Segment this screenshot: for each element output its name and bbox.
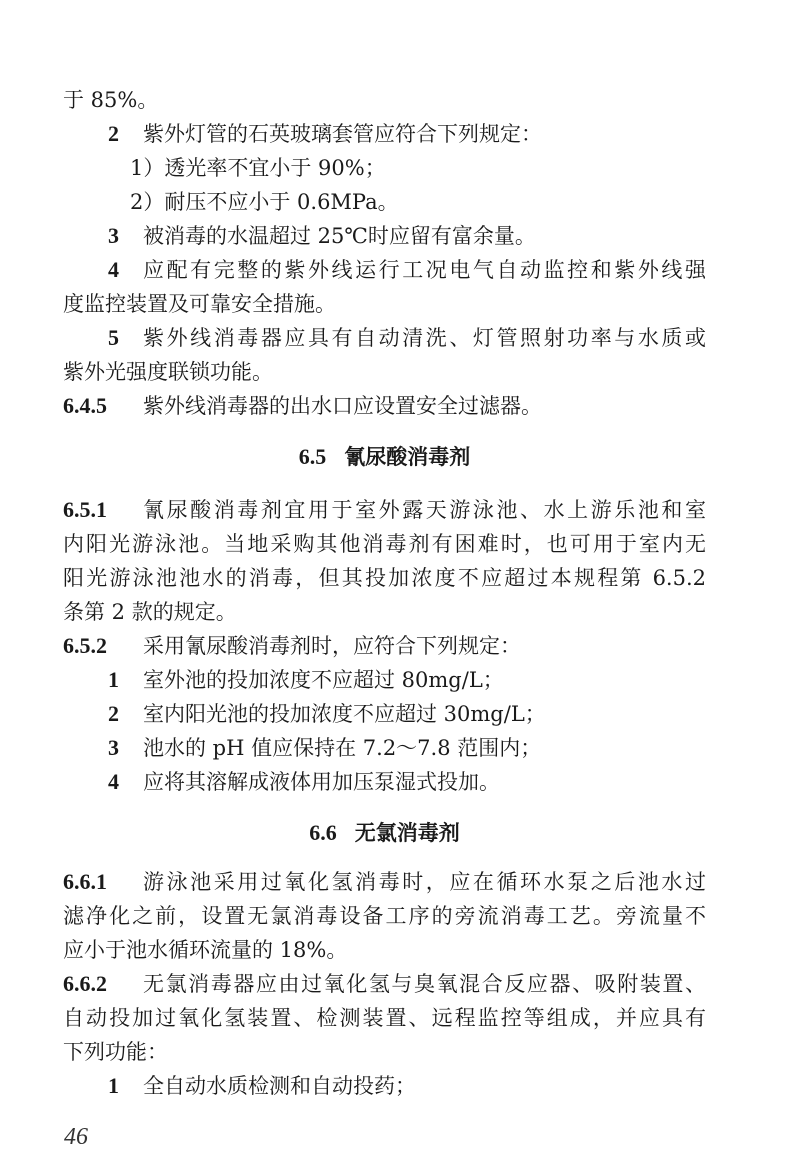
text-line: 阳光游泳池池水的消毒，但其投加浓度不应超过本规程第 6.5.2 — [63, 566, 706, 590]
clause-6-5-2: 6.5.2 采用氰尿酸消毒剂时，应符合下列规定： — [63, 633, 521, 658]
clause-6-6-1: 6.6.1 游泳池采用过氧化氢消毒时，应在循环水泵之后池水过 — [63, 869, 706, 894]
text-line: 紫外光强度联锁功能。 — [63, 360, 273, 384]
text-line: 于 85%。 — [63, 88, 159, 112]
clause-6-6-2: 6.6.2 无氯消毒器应由过氧化氢与臭氧混合反应器、吸附装置、 — [63, 971, 706, 996]
clause-6-4-5: 6.4.5 紫外线消毒器的出水口应设置安全过滤器。 — [63, 393, 542, 418]
list-item: 2 室内阳光池的投加浓度不应超过 30mg/L； — [108, 701, 546, 726]
list-item: 3 池水的 pH 值应保持在 7.2～7.8 范围内； — [108, 735, 542, 760]
text-line: 下列功能： — [63, 1040, 168, 1064]
list-item: 1 室外池的投加浓度不应超过 80mg/L； — [108, 667, 504, 692]
text-line: 内阳光游泳池。当地采购其他消毒剂有困难时，也可用于室内无 — [63, 532, 706, 556]
list-item: 5 紫外线消毒器应具有自动清洗、灯管照射功率与水质或 — [108, 325, 706, 350]
section-heading-6-5: 6.5 氰尿酸消毒剂 — [298, 444, 471, 469]
text-line: 度监控装置及可靠安全措施。 — [63, 292, 336, 316]
text-line: 应小于池水循环流量的 18%。 — [63, 938, 348, 962]
text-line: 条第 2 款的规定。 — [63, 600, 237, 624]
sub-item: 1）透光率不宜小于 90%； — [130, 156, 386, 180]
clause-6-5-1: 6.5.1 氰尿酸消毒剂宜用于室外露天游泳池、水上游乐池和室 — [63, 497, 706, 522]
list-item: 1 全自动水质检测和自动投药； — [108, 1073, 416, 1098]
text-line: 滤净化之前，设置无氯消毒设备工序的旁流消毒工艺。旁流量不 — [63, 904, 706, 928]
text-line: 自动投加过氧化氢装置、检测装置、远程监控等组成，并应具有 — [63, 1006, 706, 1030]
list-item: 2 紫外灯管的石英玻璃套管应符合下列规定： — [108, 121, 542, 146]
list-item: 4 应将其溶解成液体用加压泵湿式投加。 — [108, 769, 500, 794]
list-item: 4 应配有完整的紫外线运行工况电气自动监控和紫外线强 — [108, 257, 706, 282]
list-item: 3 被消毒的水温超过 25℃时应留有富余量。 — [108, 223, 536, 248]
section-heading-6-6: 6.6 无氯消毒剂 — [309, 820, 460, 845]
sub-item: 2）耐压不应小于 0.6MPa。 — [130, 190, 399, 214]
page-number: 46 — [64, 1124, 88, 1150]
document-body — [63, 83, 706, 1103]
